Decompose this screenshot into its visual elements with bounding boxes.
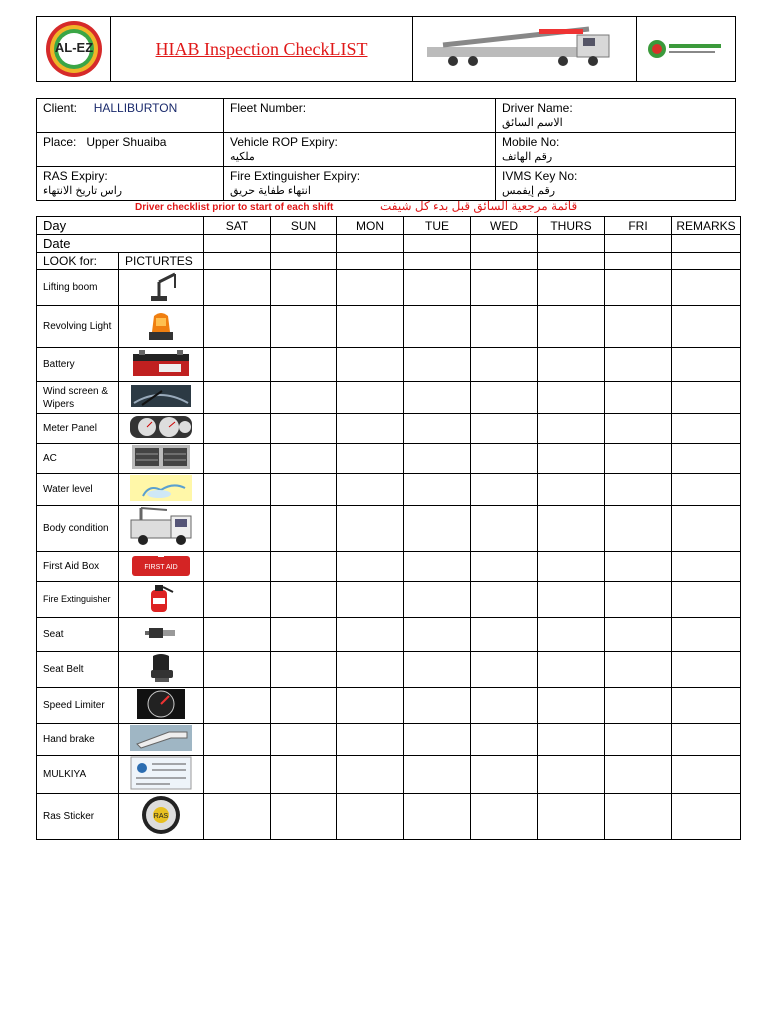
checklist-row: [37, 552, 741, 582]
check-cell[interactable]: [471, 444, 538, 474]
check-cell[interactable]: [271, 756, 337, 794]
check-cell[interactable]: [605, 582, 672, 618]
check-cell[interactable]: [271, 724, 337, 756]
check-cell[interactable]: [404, 724, 471, 756]
date-cell[interactable]: [672, 235, 741, 253]
check-cell[interactable]: [271, 270, 337, 306]
check-cell[interactable]: [471, 724, 538, 756]
check-cell[interactable]: [538, 414, 605, 444]
item-label: First Aid Box: [37, 552, 119, 582]
check-cell[interactable]: [271, 618, 337, 652]
sticker-icon: [136, 794, 186, 839]
water-icon: [129, 474, 193, 505]
ras-expiry-arabic: راس تاريخ الانتهاء: [43, 185, 123, 197]
check-cell[interactable]: [605, 756, 672, 794]
checklist-row: [37, 506, 741, 552]
item-label: Body condition: [37, 506, 119, 552]
remarks-cell[interactable]: [672, 306, 741, 348]
company-logo: [37, 17, 111, 81]
check-cell[interactable]: [337, 756, 404, 794]
item-picture: [119, 270, 204, 306]
check-cell[interactable]: [605, 652, 672, 688]
item-picture: [119, 552, 204, 582]
remarks-cell[interactable]: [672, 724, 741, 756]
check-cell[interactable]: [605, 474, 672, 506]
check-cell[interactable]: [204, 306, 271, 348]
check-cell[interactable]: [337, 582, 404, 618]
check-cell[interactable]: [337, 688, 404, 724]
gauge-icon: [129, 414, 193, 443]
svg-text:FIRST AID: FIRST AID: [144, 564, 178, 571]
checklist-row: [37, 348, 741, 382]
check-cell[interactable]: [404, 652, 471, 688]
ivms-label[interactable]: IVMS Key No:: [502, 169, 578, 183]
item-label: Speed Limiter: [37, 688, 119, 724]
check-cell[interactable]: [404, 794, 471, 840]
check-cell[interactable]: [538, 794, 605, 840]
item-picture: [119, 618, 204, 652]
day-header: SAT: [204, 217, 271, 235]
remarks-cell[interactable]: [672, 756, 741, 794]
check-cell[interactable]: [337, 794, 404, 840]
remarks-cell[interactable]: [672, 414, 741, 444]
check-cell[interactable]: [271, 552, 337, 582]
blank-cell: [204, 253, 271, 270]
check-cell[interactable]: [471, 382, 538, 414]
checklist-row: [37, 618, 741, 652]
check-cell[interactable]: [204, 414, 271, 444]
check-cell[interactable]: [404, 688, 471, 724]
remarks-cell[interactable]: [672, 688, 741, 724]
seatbelt-buckle-icon: [141, 623, 181, 646]
item-label: Seat: [37, 618, 119, 652]
check-cell[interactable]: [271, 688, 337, 724]
item-label: Ras Sticker: [37, 794, 119, 840]
check-cell[interactable]: [538, 552, 605, 582]
check-cell[interactable]: [605, 414, 672, 444]
check-cell[interactable]: [337, 618, 404, 652]
date-cell[interactable]: [605, 235, 672, 253]
item-picture: [119, 414, 204, 444]
check-cell[interactable]: [337, 348, 404, 382]
checklist-subtitle-arabic: قائمة مرجعية السائق قبل بدء كل شيفت: [380, 199, 578, 213]
check-cell[interactable]: [204, 506, 271, 552]
check-cell[interactable]: [471, 506, 538, 552]
blank-cell: [471, 253, 538, 270]
item-label: Hand brake: [37, 724, 119, 756]
mobile-label[interactable]: Mobile No:: [502, 135, 560, 149]
check-cell[interactable]: [471, 474, 538, 506]
check-cell[interactable]: [404, 618, 471, 652]
beacon-light-icon: [141, 308, 181, 345]
remarks-cell[interactable]: [672, 270, 741, 306]
battery-icon: [131, 348, 191, 381]
client-logo: [637, 17, 737, 81]
item-picture: [119, 506, 204, 552]
checklist-row: [37, 382, 741, 414]
document-card-icon: [130, 756, 192, 793]
check-cell[interactable]: [605, 724, 672, 756]
item-picture: [119, 474, 204, 506]
check-cell[interactable]: [204, 474, 271, 506]
remarks-cell[interactable]: [672, 474, 741, 506]
checklist-row: [37, 444, 741, 474]
remarks-cell[interactable]: [672, 582, 741, 618]
check-cell[interactable]: [605, 306, 672, 348]
check-cell[interactable]: [605, 688, 672, 724]
item-label: Lifting boom: [37, 270, 119, 306]
checklist-row: [37, 474, 741, 506]
blank-cell: [404, 253, 471, 270]
remarks-cell[interactable]: [672, 506, 741, 552]
check-cell[interactable]: [337, 474, 404, 506]
blank-cell: [672, 253, 741, 270]
check-cell[interactable]: [471, 582, 538, 618]
check-cell[interactable]: [337, 652, 404, 688]
first-aid-icon: [131, 552, 191, 581]
day-header: FRI: [605, 217, 672, 235]
check-cell[interactable]: [538, 444, 605, 474]
check-cell[interactable]: [605, 506, 672, 552]
check-cell[interactable]: [404, 382, 471, 414]
rop-expiry-arabic: ملكيه: [230, 151, 255, 163]
day-header: THURS: [538, 217, 605, 235]
remarks-cell[interactable]: [672, 794, 741, 840]
page-title: HIAB Inspection CheckLIST: [155, 38, 368, 59]
check-cell[interactable]: [538, 270, 605, 306]
remarks-cell[interactable]: [672, 552, 741, 582]
check-cell[interactable]: [271, 348, 337, 382]
check-cell[interactable]: [471, 652, 538, 688]
remarks-header: REMARKS: [672, 217, 741, 235]
ac-vent-icon: [131, 444, 191, 473]
logo-text: AL-EZ: [54, 40, 94, 55]
date-cell[interactable]: [337, 235, 404, 253]
remarks-cell[interactable]: [672, 348, 741, 382]
header: [36, 16, 736, 82]
check-cell[interactable]: [337, 724, 404, 756]
check-cell[interactable]: [337, 444, 404, 474]
check-cell[interactable]: [471, 756, 538, 794]
checklist-row: [37, 756, 741, 794]
item-label: Water level: [37, 474, 119, 506]
check-cell[interactable]: [404, 552, 471, 582]
check-cell[interactable]: [271, 444, 337, 474]
check-cell[interactable]: [471, 618, 538, 652]
check-cell[interactable]: [404, 582, 471, 618]
check-cell[interactable]: [538, 652, 605, 688]
handbrake-icon: [129, 724, 193, 755]
check-cell[interactable]: [337, 414, 404, 444]
check-cell[interactable]: [404, 756, 471, 794]
check-cell[interactable]: [605, 618, 672, 652]
fire-expiry-arabic: انتهاء طفاية حريق: [230, 185, 311, 197]
check-cell[interactable]: [471, 794, 538, 840]
check-cell[interactable]: [605, 444, 672, 474]
vehicle-info-table: [36, 98, 736, 201]
check-cell[interactable]: [538, 756, 605, 794]
check-cell[interactable]: [271, 414, 337, 444]
check-cell[interactable]: [204, 382, 271, 414]
check-cell[interactable]: [271, 382, 337, 414]
place-value[interactable]: Upper Shuaiba: [86, 135, 167, 149]
item-picture: [119, 348, 204, 382]
check-cell[interactable]: [538, 348, 605, 382]
day-header: MON: [337, 217, 404, 235]
check-cell[interactable]: [204, 618, 271, 652]
check-cell[interactable]: [471, 552, 538, 582]
check-cell[interactable]: [337, 552, 404, 582]
checklist-row: [37, 306, 741, 348]
date-cell[interactable]: [404, 235, 471, 253]
check-cell[interactable]: [271, 652, 337, 688]
fire-expiry-label[interactable]: Fire Extinguisher Expiry:: [230, 169, 361, 183]
item-picture: [119, 794, 204, 840]
remarks-cell[interactable]: [672, 382, 741, 414]
check-cell[interactable]: [337, 382, 404, 414]
remarks-cell[interactable]: [672, 618, 741, 652]
check-cell[interactable]: [538, 382, 605, 414]
driver-name-arabic: الاسم السائق: [502, 117, 563, 129]
driver-name-label[interactable]: Driver Name:: [502, 101, 573, 115]
check-cell[interactable]: [271, 794, 337, 840]
check-cell[interactable]: [404, 474, 471, 506]
fleet-number-label[interactable]: Fleet Number:: [230, 101, 307, 115]
check-cell[interactable]: [471, 270, 538, 306]
item-picture: [119, 382, 204, 414]
check-cell[interactable]: [271, 506, 337, 552]
check-cell[interactable]: [337, 506, 404, 552]
checklist-row: [37, 270, 741, 306]
hiab-truck-image: [413, 17, 637, 81]
check-cell[interactable]: [404, 306, 471, 348]
check-cell[interactable]: [204, 348, 271, 382]
check-cell[interactable]: [204, 552, 271, 582]
check-cell[interactable]: [471, 414, 538, 444]
check-cell[interactable]: [605, 270, 672, 306]
date-label: Date: [37, 235, 204, 253]
blank-cell: [605, 253, 672, 270]
check-cell[interactable]: [404, 348, 471, 382]
check-cell[interactable]: [204, 794, 271, 840]
check-cell[interactable]: [471, 306, 538, 348]
day-header: SUN: [271, 217, 337, 235]
item-picture: [119, 724, 204, 756]
blank-cell: [271, 253, 337, 270]
svg-text:RAS: RAS: [153, 813, 169, 820]
item-picture: [119, 306, 204, 348]
date-cell[interactable]: [204, 235, 271, 253]
item-picture: [119, 756, 204, 794]
check-cell[interactable]: [605, 794, 672, 840]
seat-icon: [143, 652, 179, 687]
day-header: WED: [471, 217, 538, 235]
ras-expiry-label[interactable]: RAS Expiry:: [43, 169, 108, 183]
check-cell[interactable]: [538, 474, 605, 506]
check-cell[interactable]: [404, 506, 471, 552]
day-label: Day: [37, 217, 204, 235]
check-cell[interactable]: [204, 444, 271, 474]
check-cell[interactable]: [404, 414, 471, 444]
check-cell[interactable]: [204, 688, 271, 724]
remarks-cell[interactable]: [672, 444, 741, 474]
check-cell[interactable]: [271, 582, 337, 618]
check-cell[interactable]: [404, 444, 471, 474]
blank-cell: [337, 253, 404, 270]
checklist-row: [37, 688, 741, 724]
check-cell[interactable]: [271, 474, 337, 506]
check-cell[interactable]: [605, 348, 672, 382]
item-picture: [119, 652, 204, 688]
extinguisher-icon: [141, 582, 181, 617]
checklist-row: [37, 794, 741, 840]
ivms-arabic: رقم إيفمس: [502, 185, 556, 197]
inspection-grid: [36, 216, 741, 840]
checklist-row: [37, 652, 741, 688]
check-cell[interactable]: [204, 652, 271, 688]
checklist-row: [37, 582, 741, 618]
item-label: Revolving Light: [37, 306, 119, 348]
client-value[interactable]: HALLIBURTON: [93, 101, 178, 115]
client-label: Client:: [43, 101, 78, 115]
pictures-label: PICTURTES: [119, 253, 204, 270]
speedometer-icon: [136, 688, 186, 723]
checklist-row: [37, 724, 741, 756]
check-cell[interactable]: [404, 270, 471, 306]
check-cell[interactable]: [605, 382, 672, 414]
check-cell[interactable]: [204, 756, 271, 794]
checklist-subtitle: Driver checklist prior to start of each shift: [135, 202, 334, 213]
check-cell[interactable]: [605, 552, 672, 582]
item-label: Wind screen & Wipers: [37, 382, 119, 414]
check-cell[interactable]: [204, 724, 271, 756]
check-cell[interactable]: [538, 724, 605, 756]
check-cell[interactable]: [337, 306, 404, 348]
day-header: TUE: [404, 217, 471, 235]
mobile-arabic: رقم الهاتف: [502, 151, 553, 163]
look-for-label: LOOK for:: [37, 253, 119, 270]
windscreen-icon: [130, 383, 192, 412]
remarks-cell[interactable]: [672, 652, 741, 688]
item-label: MULKIYA: [37, 756, 119, 794]
check-cell[interactable]: [471, 688, 538, 724]
item-label: Fire Extinguisher: [37, 582, 119, 618]
date-cell[interactable]: [471, 235, 538, 253]
item-picture: [119, 582, 204, 618]
item-label: Meter Panel: [37, 414, 119, 444]
item-label: Battery: [37, 348, 119, 382]
date-cell[interactable]: [538, 235, 605, 253]
check-cell[interactable]: [337, 270, 404, 306]
check-cell[interactable]: [471, 348, 538, 382]
date-cell[interactable]: [271, 235, 337, 253]
check-cell[interactable]: [204, 270, 271, 306]
blank-cell: [538, 253, 605, 270]
item-label: Seat Belt: [37, 652, 119, 688]
checklist-row: [37, 414, 741, 444]
check-cell[interactable]: [271, 306, 337, 348]
check-cell[interactable]: [538, 306, 605, 348]
check-cell[interactable]: [538, 618, 605, 652]
truck-icon: [127, 506, 195, 551]
check-cell[interactable]: [204, 582, 271, 618]
place-label: Place:: [43, 135, 77, 149]
rop-expiry-label[interactable]: Vehicle ROP Expiry:: [230, 135, 338, 149]
item-label: AC: [37, 444, 119, 474]
check-cell[interactable]: [538, 688, 605, 724]
crane-boom-icon: [141, 270, 181, 305]
item-picture: [119, 444, 204, 474]
item-picture: [119, 688, 204, 724]
check-cell[interactable]: [538, 506, 605, 552]
check-cell[interactable]: [538, 582, 605, 618]
